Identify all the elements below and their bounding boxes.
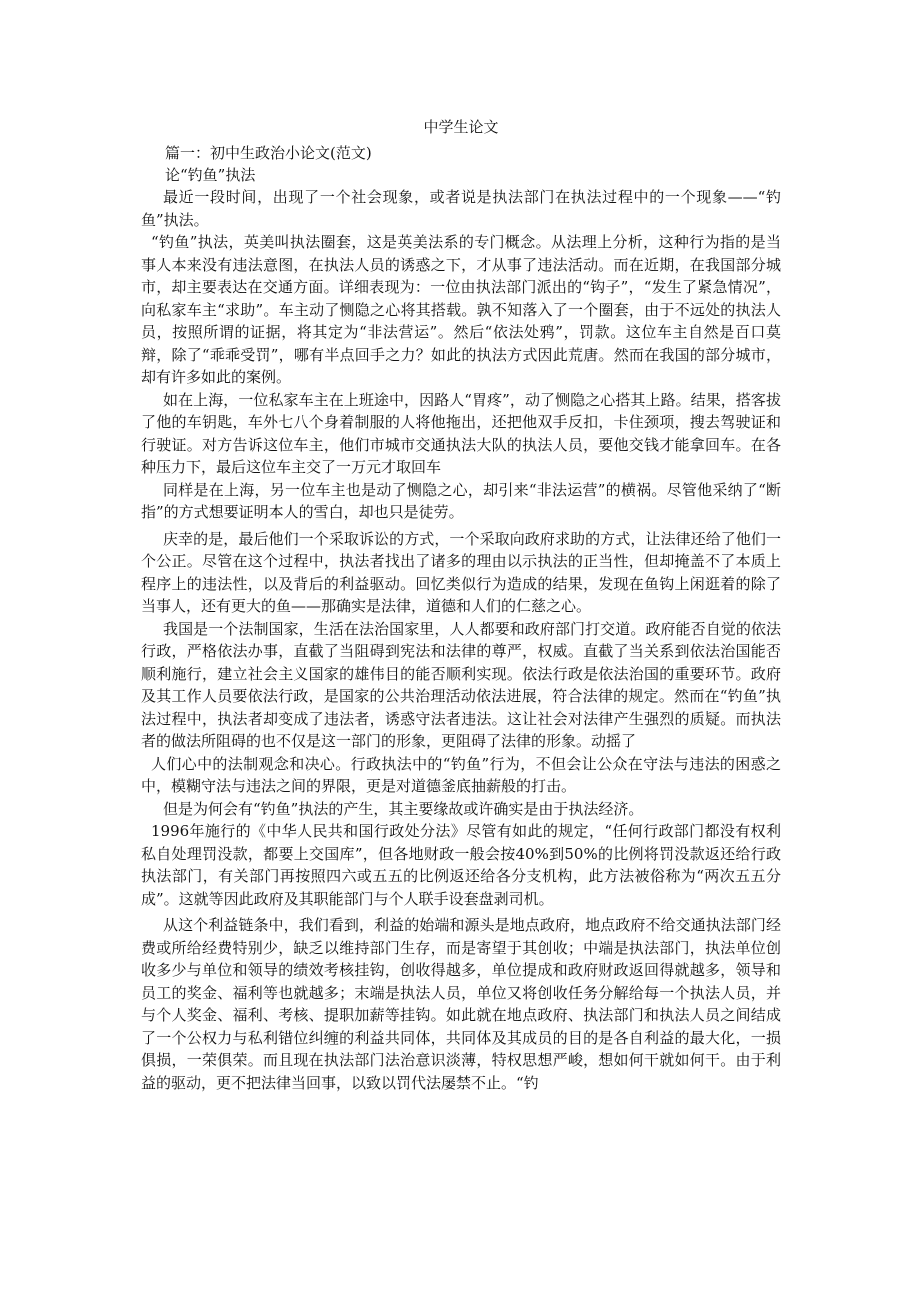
essay-title: 论“钓鱼”执法 [165,166,256,184]
paragraph-7: 人们心中的法制观念和决心。行政执法中的“钓鱼”行为，不但会让公众在守法与违法的困惑之中，模糊守法与违法之间的界限，更是对道德釜底抽薪般的打击。 [141,754,781,795]
paragraph-2: “钓鱼”执法，英美叫执法圈套，这是英美法系的专门概念。从法理上分析，这种行为指的是当事人本来没有违法意图，在执法人员的诱惑之下，才从事了违法活动。而在近期，在我国部分城市，却主要表达在交通方面。详细表现为：一位由执法部门派出的“钩子”，“发生了紧急情况”，向私家车主“求助”。车主动了恻隐之心将其搭载。孰不知落入了一个圈套，由于不远处的执法人员，按照所谓的证据，将其定为“非法营运”。然后“依法处鸦”，罚款。这位车主自然是百口莫辩，除了“乖乖受罚”，哪有半点回手之力？如此的执法方式因此荒唐。然而在我国的部分城市，却有许多如此的案例。 [141,233,781,386]
paragraph-10: 从这个利益链条中，我们看到，利益的始端和源头是地点政府，地点政府不给交通执法部门经费或所给经费特别少，缺乏以维持部门生存，而是寄望于其创收；中端是执法部门，执法单位创收多少与单位和领导的绩效考核挂钩，创收得越多，单位提成和政府财政返回得就越多，领导和员工的奖金、福利等也就越多；末端是执法人员，单位又将创收任务分解给每一个执法人员，并与个人奖金、福利、考核、提职加薪等挂钩。如此就在地点政府、执法部门和执法人员之间结成了一个公权力与私利错位纠缠的利益共同体，共同体及其成员的目的是各自利益的最大化，一损俱损，一荣俱荣。而且现在执法部门法治意识淡薄，特权思想严峻，想如何干就如何干。由于利益的驱动，更不把法律当回事，以致以罚代法屡禁不止。“钓 [141,916,781,1092]
article-subtitle: 篇一：初中生政治小论文(范文) [165,144,372,162]
paragraph-6: 我国是一个法制国家，生活在法治国家里，人人都要和政府部门打交道。政府能否自觉的依法行政，严格依法办事，直截了当阻碍到宪法和法律的尊严，权威。直截了当关系到依法治国能否顺利施行，建立社会主义国家的雄伟目的能否顺利实现。依法行政是依法治国的重要环节。政府及其工作人员要依法行政，是国家的公共治理活动依法进展，符合法律的规定。然而在“钓鱼”执法过程中，执法者却变成了违法者，诱惑守法者违法。这让社会对法律产生强烈的质疑。而执法者的做法所阻碍的也不仅是这一部门的形象，更阻碍了法律的形象。动摇了 [141,619,781,750]
paragraph-9: 1996年施行的《中华人民共和国行政处分法》尽管有如此的规定，“任何行政部门都没有权利私自处理罚没款，都要上交国库”，但各地财政一般会按40%到50%的比例将罚没款返还给行政执法部门，有关部门再按照四六或五五的比例返还给各分支机构，此方法被俗称为“两次五五分成”。这就等因此政府及其职能部门与个人联手设套盘剥司机。 [141,822,781,908]
document-page [141,112,781,1094]
document-title: 中学生论文 [423,118,499,136]
paragraph-1: 最近一段时间，出现了一个社会现象，或者说是执法部门在执法过程中的一个现象——“钓鱼”执法。 [141,188,781,229]
paragraph-4: 同样是在上海，另一位车主也是动了恻隐之心，却引来“非法运营”的横祸。尽管他采纳了“断指”的方式想要证明本人的雪白，却也只是徒劳。 [141,480,781,521]
paragraph-8: 但是为何会有“钓鱼”执法的产生，其主要缘故或许确实是由于执法经济。 [163,799,644,818]
paragraph-5: 庆幸的是，最后他们一个采取诉讼的方式，一个采取向政府求助的方式，让法律还给了他们一个公正。尽管在这个过程中，执法者找出了诸多的理由以示执法的正当性，但却掩盖不了本质上程序上的违法性，以及背后的利益驱动。回忆类似行为造成的结果，发现在鱼钩上闲逛着的除了当事人，还有更大的鱼——那确实是法律，道德和人们的仁慈之心。 [141,529,781,615]
paragraph-3: 如在上海，一位私家车主在上班途中，因路人“胃疼”，动了恻隐之心搭其上路。结果，搭客拔了他的车钥匙，车外七八个身着制服的人将他拖出，还把他双手反扣，卡住颈项，搜去驾驶证和行驶证。对方告诉这位车主，他们市城市交通执法大队的执法人员，要他交钱才能拿回车。在各种压力下，最后这位车主交了一万元才取回车 [141,390,781,476]
